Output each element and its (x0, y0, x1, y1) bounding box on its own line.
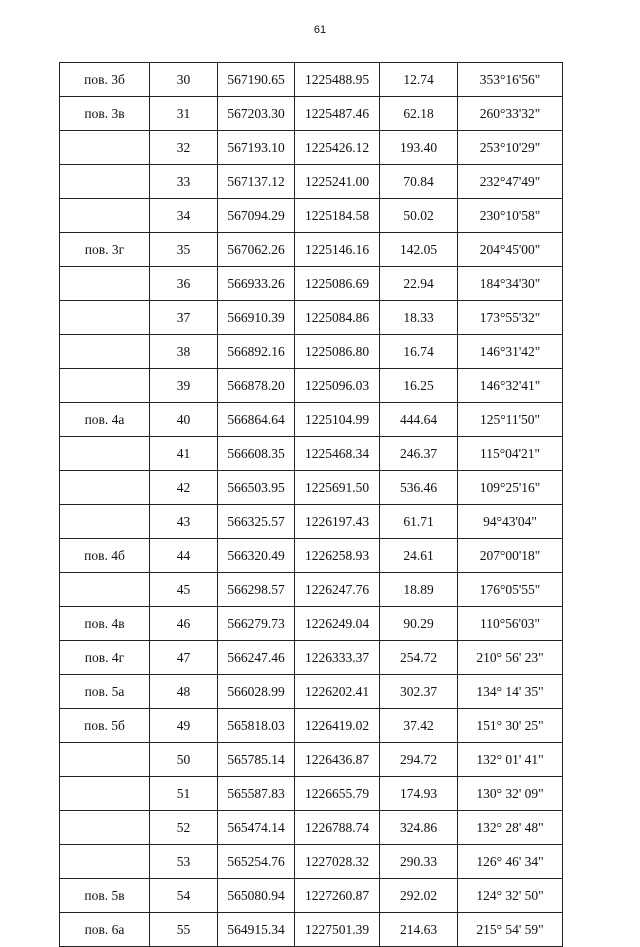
turn-label-cell: пов. 4а (60, 403, 150, 437)
table-row (60, 97, 563, 131)
table-row (60, 437, 563, 471)
x-coordinate-cell: 565587.83 (218, 777, 295, 811)
segment-length-cell: 214.63 (380, 913, 458, 947)
turn-label-cell: пов. 6а (60, 913, 150, 947)
x-coordinate-cell: 566028.99 (218, 675, 295, 709)
x-coordinate-cell: 566279.73 (218, 607, 295, 641)
turn-label-cell: пов. 5б (60, 709, 150, 743)
direction-angle-cell: 146°31'42" (458, 335, 563, 369)
table-row (60, 743, 563, 777)
table-row (60, 913, 563, 947)
point-number-cell: 37 (150, 301, 218, 335)
y-coordinate-cell: 1225487.46 (295, 97, 380, 131)
turn-label-cell: пов. 4б (60, 539, 150, 573)
segment-length-cell: 62.18 (380, 97, 458, 131)
x-coordinate-cell: 564915.34 (218, 913, 295, 947)
segment-length-cell: 324.86 (380, 811, 458, 845)
segment-length-cell: 294.72 (380, 743, 458, 777)
x-coordinate-cell: 566247.46 (218, 641, 295, 675)
point-number-cell: 49 (150, 709, 218, 743)
turn-label-cell (60, 437, 150, 471)
y-coordinate-cell: 1225488.95 (295, 63, 380, 97)
point-number-cell: 39 (150, 369, 218, 403)
table-row (60, 675, 563, 709)
x-coordinate-cell: 566608.35 (218, 437, 295, 471)
segment-length-cell: 302.37 (380, 675, 458, 709)
x-coordinate-cell: 565254.76 (218, 845, 295, 879)
turn-label-cell (60, 165, 150, 199)
x-coordinate-cell: 567193.10 (218, 131, 295, 165)
direction-angle-cell: 173°55'32" (458, 301, 563, 335)
point-number-cell: 30 (150, 63, 218, 97)
table-row (60, 233, 563, 267)
segment-length-cell: 90.29 (380, 607, 458, 641)
coordinates-table (59, 62, 563, 947)
table-row (60, 471, 563, 505)
point-number-cell: 32 (150, 131, 218, 165)
x-coordinate-cell: 566892.16 (218, 335, 295, 369)
turn-label-cell (60, 845, 150, 879)
x-coordinate-cell: 565785.14 (218, 743, 295, 777)
y-coordinate-cell: 1225104.99 (295, 403, 380, 437)
direction-angle-cell: 232°47'49" (458, 165, 563, 199)
point-number-cell: 42 (150, 471, 218, 505)
direction-angle-cell: 253°10'29" (458, 131, 563, 165)
direction-angle-cell: 109°25'16" (458, 471, 563, 505)
table-row (60, 199, 563, 233)
y-coordinate-cell: 1226247.76 (295, 573, 380, 607)
segment-length-cell: 174.93 (380, 777, 458, 811)
point-number-cell: 45 (150, 573, 218, 607)
y-coordinate-cell: 1226258.93 (295, 539, 380, 573)
segment-length-cell: 18.89 (380, 573, 458, 607)
table-row (60, 777, 563, 811)
turn-label-cell: пов. 4г (60, 641, 150, 675)
y-coordinate-cell: 1225184.58 (295, 199, 380, 233)
direction-angle-cell: 215° 54' 59" (458, 913, 563, 947)
point-number-cell: 36 (150, 267, 218, 301)
y-coordinate-cell: 1225096.03 (295, 369, 380, 403)
turn-label-cell (60, 301, 150, 335)
turn-label-cell: пов. 5в (60, 879, 150, 913)
table-row (60, 267, 563, 301)
page-number: 61 (313, 24, 327, 36)
turn-label-cell: пов. 4в (60, 607, 150, 641)
y-coordinate-cell: 1226788.74 (295, 811, 380, 845)
direction-angle-cell: 184°34'30" (458, 267, 563, 301)
direction-angle-cell: 260°33'32" (458, 97, 563, 131)
y-coordinate-cell: 1225426.12 (295, 131, 380, 165)
direction-angle-cell: 353°16'56" (458, 63, 563, 97)
segment-length-cell: 16.25 (380, 369, 458, 403)
x-coordinate-cell: 566320.49 (218, 539, 295, 573)
x-coordinate-cell: 567062.26 (218, 233, 295, 267)
turn-label-cell (60, 743, 150, 777)
turn-label-cell (60, 267, 150, 301)
point-number-cell: 53 (150, 845, 218, 879)
y-coordinate-cell: 1226419.02 (295, 709, 380, 743)
turn-label-cell (60, 573, 150, 607)
point-number-cell: 41 (150, 437, 218, 471)
table-row (60, 811, 563, 845)
segment-length-cell: 16.74 (380, 335, 458, 369)
segment-length-cell: 61.71 (380, 505, 458, 539)
y-coordinate-cell: 1225086.80 (295, 335, 380, 369)
point-number-cell: 34 (150, 199, 218, 233)
turn-label-cell: пов. 3б (60, 63, 150, 97)
y-coordinate-cell: 1225084.86 (295, 301, 380, 335)
table-row (60, 131, 563, 165)
segment-length-cell: 22.94 (380, 267, 458, 301)
y-coordinate-cell: 1225086.69 (295, 267, 380, 301)
segment-length-cell: 18.33 (380, 301, 458, 335)
segment-length-cell: 12.74 (380, 63, 458, 97)
segment-length-cell: 24.61 (380, 539, 458, 573)
table-row (60, 369, 563, 403)
y-coordinate-cell: 1226436.87 (295, 743, 380, 777)
table-row (60, 879, 563, 913)
turn-label-cell (60, 471, 150, 505)
point-number-cell: 55 (150, 913, 218, 947)
direction-angle-cell: 130° 32' 09" (458, 777, 563, 811)
point-number-cell: 47 (150, 641, 218, 675)
point-number-cell: 48 (150, 675, 218, 709)
x-coordinate-cell: 566298.57 (218, 573, 295, 607)
point-number-cell: 38 (150, 335, 218, 369)
table-row (60, 403, 563, 437)
turn-label-cell: пов. 5а (60, 675, 150, 709)
point-number-cell: 40 (150, 403, 218, 437)
turn-label-cell (60, 199, 150, 233)
segment-length-cell: 142.05 (380, 233, 458, 267)
point-number-cell: 52 (150, 811, 218, 845)
x-coordinate-cell: 567137.12 (218, 165, 295, 199)
y-coordinate-cell: 1225691.50 (295, 471, 380, 505)
y-coordinate-cell: 1225468.34 (295, 437, 380, 471)
x-coordinate-cell: 566325.57 (218, 505, 295, 539)
y-coordinate-cell: 1225241.00 (295, 165, 380, 199)
y-coordinate-cell: 1227028.32 (295, 845, 380, 879)
direction-angle-cell: 132° 01' 41" (458, 743, 563, 777)
direction-angle-cell: 94°43'04" (458, 505, 563, 539)
segment-length-cell: 254.72 (380, 641, 458, 675)
table-row (60, 607, 563, 641)
x-coordinate-cell: 566933.26 (218, 267, 295, 301)
turn-label-cell (60, 505, 150, 539)
direction-angle-cell: 146°32'41" (458, 369, 563, 403)
point-number-cell: 33 (150, 165, 218, 199)
direction-angle-cell: 151° 30' 25" (458, 709, 563, 743)
y-coordinate-cell: 1226197.43 (295, 505, 380, 539)
direction-angle-cell: 110°56'03" (458, 607, 563, 641)
direction-angle-cell: 125°11'50" (458, 403, 563, 437)
table-row (60, 63, 563, 97)
table-row (60, 335, 563, 369)
table-row (60, 845, 563, 879)
x-coordinate-cell: 566503.95 (218, 471, 295, 505)
segment-length-cell: 193.40 (380, 131, 458, 165)
turn-label-cell (60, 811, 150, 845)
table-row (60, 505, 563, 539)
segment-length-cell: 37.42 (380, 709, 458, 743)
y-coordinate-cell: 1226333.37 (295, 641, 380, 675)
segment-length-cell: 70.84 (380, 165, 458, 199)
direction-angle-cell: 115°04'21" (458, 437, 563, 471)
table-row (60, 539, 563, 573)
x-coordinate-cell: 567094.29 (218, 199, 295, 233)
direction-angle-cell: 134° 14' 35" (458, 675, 563, 709)
x-coordinate-cell: 567190.65 (218, 63, 295, 97)
turn-label-cell (60, 131, 150, 165)
segment-length-cell: 290.33 (380, 845, 458, 879)
segment-length-cell: 536.46 (380, 471, 458, 505)
point-number-cell: 54 (150, 879, 218, 913)
turn-label-cell: пов. 3в (60, 97, 150, 131)
table-row (60, 709, 563, 743)
point-number-cell: 43 (150, 505, 218, 539)
table-row (60, 301, 563, 335)
point-number-cell: 31 (150, 97, 218, 131)
direction-angle-cell: 210° 56' 23" (458, 641, 563, 675)
segment-length-cell: 50.02 (380, 199, 458, 233)
direction-angle-cell: 204°45'00" (458, 233, 563, 267)
point-number-cell: 35 (150, 233, 218, 267)
turn-label-cell (60, 369, 150, 403)
direction-angle-cell: 124° 32' 50" (458, 879, 563, 913)
x-coordinate-cell: 565474.14 (218, 811, 295, 845)
direction-angle-cell: 207°00'18" (458, 539, 563, 573)
turn-label-cell: пов. 3г (60, 233, 150, 267)
y-coordinate-cell: 1225146.16 (295, 233, 380, 267)
table-row (60, 165, 563, 199)
direction-angle-cell: 230°10'58" (458, 199, 563, 233)
table-row (60, 641, 563, 675)
segment-length-cell: 246.37 (380, 437, 458, 471)
direction-angle-cell: 132° 28' 48" (458, 811, 563, 845)
y-coordinate-cell: 1226249.04 (295, 607, 380, 641)
segment-length-cell: 444.64 (380, 403, 458, 437)
point-number-cell: 51 (150, 777, 218, 811)
y-coordinate-cell: 1226202.41 (295, 675, 380, 709)
direction-angle-cell: 176°05'55" (458, 573, 563, 607)
segment-length-cell: 292.02 (380, 879, 458, 913)
y-coordinate-cell: 1227260.87 (295, 879, 380, 913)
direction-angle-cell: 126° 46' 34" (458, 845, 563, 879)
x-coordinate-cell: 566878.20 (218, 369, 295, 403)
x-coordinate-cell: 565080.94 (218, 879, 295, 913)
y-coordinate-cell: 1227501.39 (295, 913, 380, 947)
coordinates-table-body (60, 63, 563, 947)
x-coordinate-cell: 566864.64 (218, 403, 295, 437)
point-number-cell: 44 (150, 539, 218, 573)
point-number-cell: 50 (150, 743, 218, 777)
turn-label-cell (60, 777, 150, 811)
y-coordinate-cell: 1226655.79 (295, 777, 380, 811)
table-row (60, 573, 563, 607)
point-number-cell: 46 (150, 607, 218, 641)
x-coordinate-cell: 566910.39 (218, 301, 295, 335)
x-coordinate-cell: 565818.03 (218, 709, 295, 743)
turn-label-cell (60, 335, 150, 369)
x-coordinate-cell: 567203.30 (218, 97, 295, 131)
